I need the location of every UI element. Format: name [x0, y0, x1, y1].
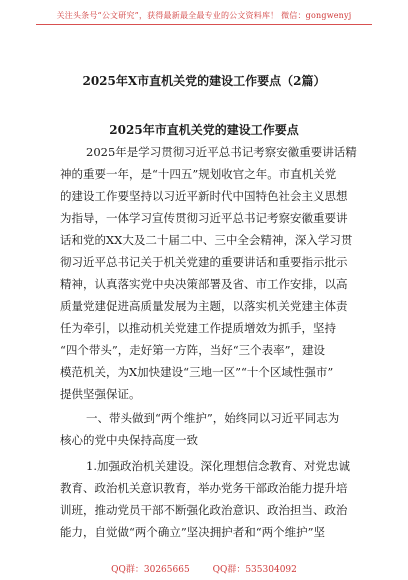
body-line: 能力，自觉做“两个确立”坚决拥护者和“两个维护”坚	[60, 525, 326, 539]
body-line: “四个带头”，走好第一方阵，当好“三个表率”，建设	[60, 343, 326, 357]
body-line: 教育、政治机关意识教育，举办党务干部政治能力提升培	[60, 481, 348, 495]
body-line: 训班，推动党员干部不断强化政治意识、政治担当、政治	[60, 503, 348, 517]
header-divider	[36, 24, 372, 25]
body-line: 1.加强政治机关建设。深化理想信念教育、对党忠诚	[86, 459, 350, 473]
body-line: 2025年是学习贯彻习近平总书记考察安徽重要讲话精	[86, 145, 357, 159]
footer-qq-group-2: QQ群：535304092	[212, 565, 297, 575]
heading-line: 核心的党中央保持高度一致	[60, 433, 198, 447]
body-line: 的建设工作要坚持以习近平新时代中国特色社会主义思想	[60, 189, 348, 203]
footer-qq-group-1: QQ群：30265665	[111, 565, 190, 575]
section-title: 2025年市直机关党的建设工作要点	[109, 123, 299, 137]
body-line: 任为牵引，以推动机关党建工作提质增效为抓手，坚持	[60, 321, 336, 335]
body-line: 彻习近平总书记关于机关党建的重要讲话和重要指示批示	[60, 255, 348, 269]
body-line: 质量党建促进高质量发展为主题，以落实机关党建主体责	[60, 299, 348, 313]
page-header: 关注头条号“公文研究”，获得最新最全最专业的公文资料库！ 微信：gongwenyj	[56, 11, 352, 20]
page-footer	[0, 562, 408, 575]
body-line: 神的重要一年，是“十四五”规划收官之年。市直机关党	[60, 167, 337, 181]
body-line: 话和党的XX大及二十届二中、三中全会精神，深入学习贯	[60, 233, 353, 247]
body-line: 提供坚强保证。	[60, 387, 141, 401]
body-line: 为指导，一体学习宣传贯彻习近平总书记考察安徽重要讲	[60, 211, 348, 225]
body-line: 精神，认真落实党中央决策部署及省、市工作安排，以高	[60, 277, 348, 291]
body-line: 模范机关，为X加快建设“三地一区”“十个区域性强市”	[60, 365, 334, 379]
document-title: 2025年X市直机关党的建设工作要点（2篇）	[82, 74, 326, 88]
heading-line: 一、带头做到“两个维护”，始终同以习近平同志为	[86, 411, 340, 425]
